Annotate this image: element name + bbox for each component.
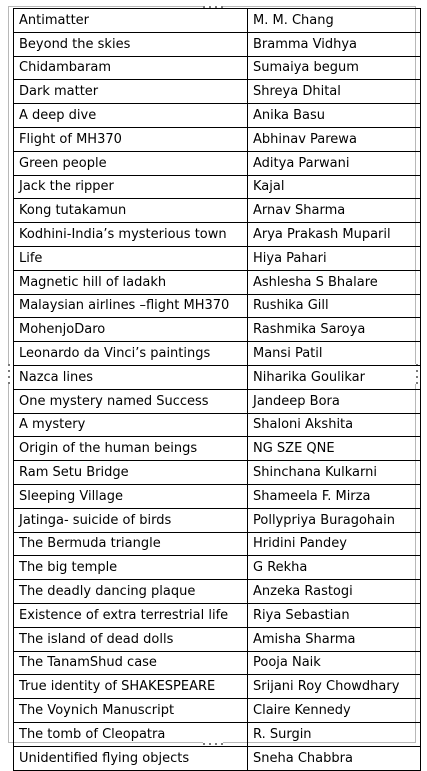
title-cell[interactable]: The Voynich Manuscript <box>14 699 248 723</box>
title-cell[interactable]: A deep dive <box>14 104 248 128</box>
author-cell[interactable]: Ashlesha S Bhalare <box>248 270 421 294</box>
titles-table <box>13 8 421 771</box>
title-cell[interactable]: Kodhini-India’s mysterious town <box>14 223 248 247</box>
title-cell[interactable]: Origin of the human beings <box>14 437 248 461</box>
table-row <box>14 294 421 318</box>
author-cell[interactable]: Abhinav Parewa <box>248 127 421 151</box>
author-cell[interactable]: Riya Sebastian <box>248 603 421 627</box>
table-row <box>14 318 421 342</box>
author-cell[interactable]: Niharika Goulikar <box>248 365 421 389</box>
table-row <box>14 413 421 437</box>
author-cell[interactable]: Shinchana Kulkarni <box>248 461 421 485</box>
table-row <box>14 746 421 770</box>
author-cell[interactable]: Pollypriya Buragohain <box>248 508 421 532</box>
title-cell[interactable]: The TanamShud case <box>14 651 248 675</box>
author-cell[interactable]: G Rekha <box>248 556 421 580</box>
table-row <box>14 199 421 223</box>
table-row <box>14 342 421 366</box>
table-row <box>14 651 421 675</box>
author-cell[interactable]: Mansi Patil <box>248 342 421 366</box>
table-row <box>14 508 421 532</box>
author-cell[interactable]: Shaloni Akshita <box>248 413 421 437</box>
title-cell[interactable]: The deadly dancing plaque <box>14 580 248 604</box>
table-row <box>14 484 421 508</box>
title-cell[interactable]: Magnetic hill of ladakh <box>14 270 248 294</box>
table-row <box>14 365 421 389</box>
author-cell[interactable]: Shreya Dhital <box>248 80 421 104</box>
author-cell[interactable]: Rushika Gill <box>248 294 421 318</box>
title-cell[interactable]: Unidentified flying objects <box>14 746 248 770</box>
author-cell[interactable]: Anzeka Rastogi <box>248 580 421 604</box>
author-cell[interactable]: NG SZE QNE <box>248 437 421 461</box>
title-cell[interactable]: The tomb of Cleopatra <box>14 722 248 746</box>
table-row <box>14 246 421 270</box>
table-body <box>14 9 421 771</box>
author-cell[interactable]: Sumaiya begum <box>248 56 421 80</box>
table-row <box>14 556 421 580</box>
table-row <box>14 627 421 651</box>
title-cell[interactable]: Chidambaram <box>14 56 248 80</box>
title-cell[interactable]: MohenjoDaro <box>14 318 248 342</box>
author-cell[interactable]: Amisha Sharma <box>248 627 421 651</box>
author-cell[interactable]: Anika Basu <box>248 104 421 128</box>
author-cell[interactable]: Kajal <box>248 175 421 199</box>
title-cell[interactable]: Leonardo da Vinci’s paintings <box>14 342 248 366</box>
table-row <box>14 175 421 199</box>
title-cell[interactable]: The island of dead dolls <box>14 627 248 651</box>
author-cell[interactable]: Hridini Pandey <box>248 532 421 556</box>
author-cell[interactable]: Claire Kennedy <box>248 699 421 723</box>
author-cell[interactable]: Pooja Naik <box>248 651 421 675</box>
author-cell[interactable]: Aditya Parwani <box>248 151 421 175</box>
table-row <box>14 223 421 247</box>
author-cell[interactable]: Bramma Vidhya <box>248 32 421 56</box>
author-cell[interactable]: Arnav Sharma <box>248 199 421 223</box>
title-cell[interactable]: Nazca lines <box>14 365 248 389</box>
title-cell[interactable]: Beyond the skies <box>14 32 248 56</box>
title-cell[interactable]: Life <box>14 246 248 270</box>
author-cell[interactable]: Arya Prakash Muparil <box>248 223 421 247</box>
table-row <box>14 389 421 413</box>
table-row <box>14 80 421 104</box>
title-cell[interactable]: One mystery named Success <box>14 389 248 413</box>
title-cell[interactable]: Existence of extra terrestrial life <box>14 603 248 627</box>
author-cell[interactable]: Hiya Pahari <box>248 246 421 270</box>
table-row <box>14 56 421 80</box>
title-cell[interactable]: Flight of MH370 <box>14 127 248 151</box>
table-row <box>14 437 421 461</box>
title-cell[interactable]: The Bermuda triangle <box>14 532 248 556</box>
table-row <box>14 580 421 604</box>
author-cell[interactable]: Srijani Roy Chowdhary <box>248 675 421 699</box>
table-row <box>14 127 421 151</box>
table-row <box>14 461 421 485</box>
table-row <box>14 675 421 699</box>
author-cell[interactable]: Shameela F. Mirza <box>248 484 421 508</box>
title-cell[interactable]: Green people <box>14 151 248 175</box>
author-cell[interactable]: R. Surgin <box>248 722 421 746</box>
author-cell[interactable]: Sneha Chabbra <box>248 746 421 770</box>
title-cell[interactable]: Jatinga- suicide of birds <box>14 508 248 532</box>
author-cell[interactable]: M. M. Chang <box>248 9 421 33</box>
table-row <box>14 9 421 33</box>
author-cell[interactable]: Rashmika Saroya <box>248 318 421 342</box>
table-row <box>14 270 421 294</box>
table-row <box>14 151 421 175</box>
title-cell[interactable]: The big temple <box>14 556 248 580</box>
author-cell[interactable]: Jandeep Bora <box>248 389 421 413</box>
title-cell[interactable]: Jack the ripper <box>14 175 248 199</box>
table-row <box>14 722 421 746</box>
table-row <box>14 104 421 128</box>
title-cell[interactable]: Sleeping Village <box>14 484 248 508</box>
title-cell[interactable]: Malaysian airlines –flight MH370 <box>14 294 248 318</box>
title-cell[interactable]: Dark matter <box>14 80 248 104</box>
table-row <box>14 699 421 723</box>
table-row <box>14 32 421 56</box>
title-cell[interactable]: Antimatter <box>14 9 248 33</box>
table-row <box>14 532 421 556</box>
table-row <box>14 603 421 627</box>
title-cell[interactable]: Kong tutakamun <box>14 199 248 223</box>
resize-handle-left[interactable] <box>6 364 11 384</box>
title-cell[interactable]: Ram Setu Bridge <box>14 461 248 485</box>
title-cell[interactable]: True identity of SHAKESPEARE <box>14 675 248 699</box>
title-cell[interactable]: A mystery <box>14 413 248 437</box>
